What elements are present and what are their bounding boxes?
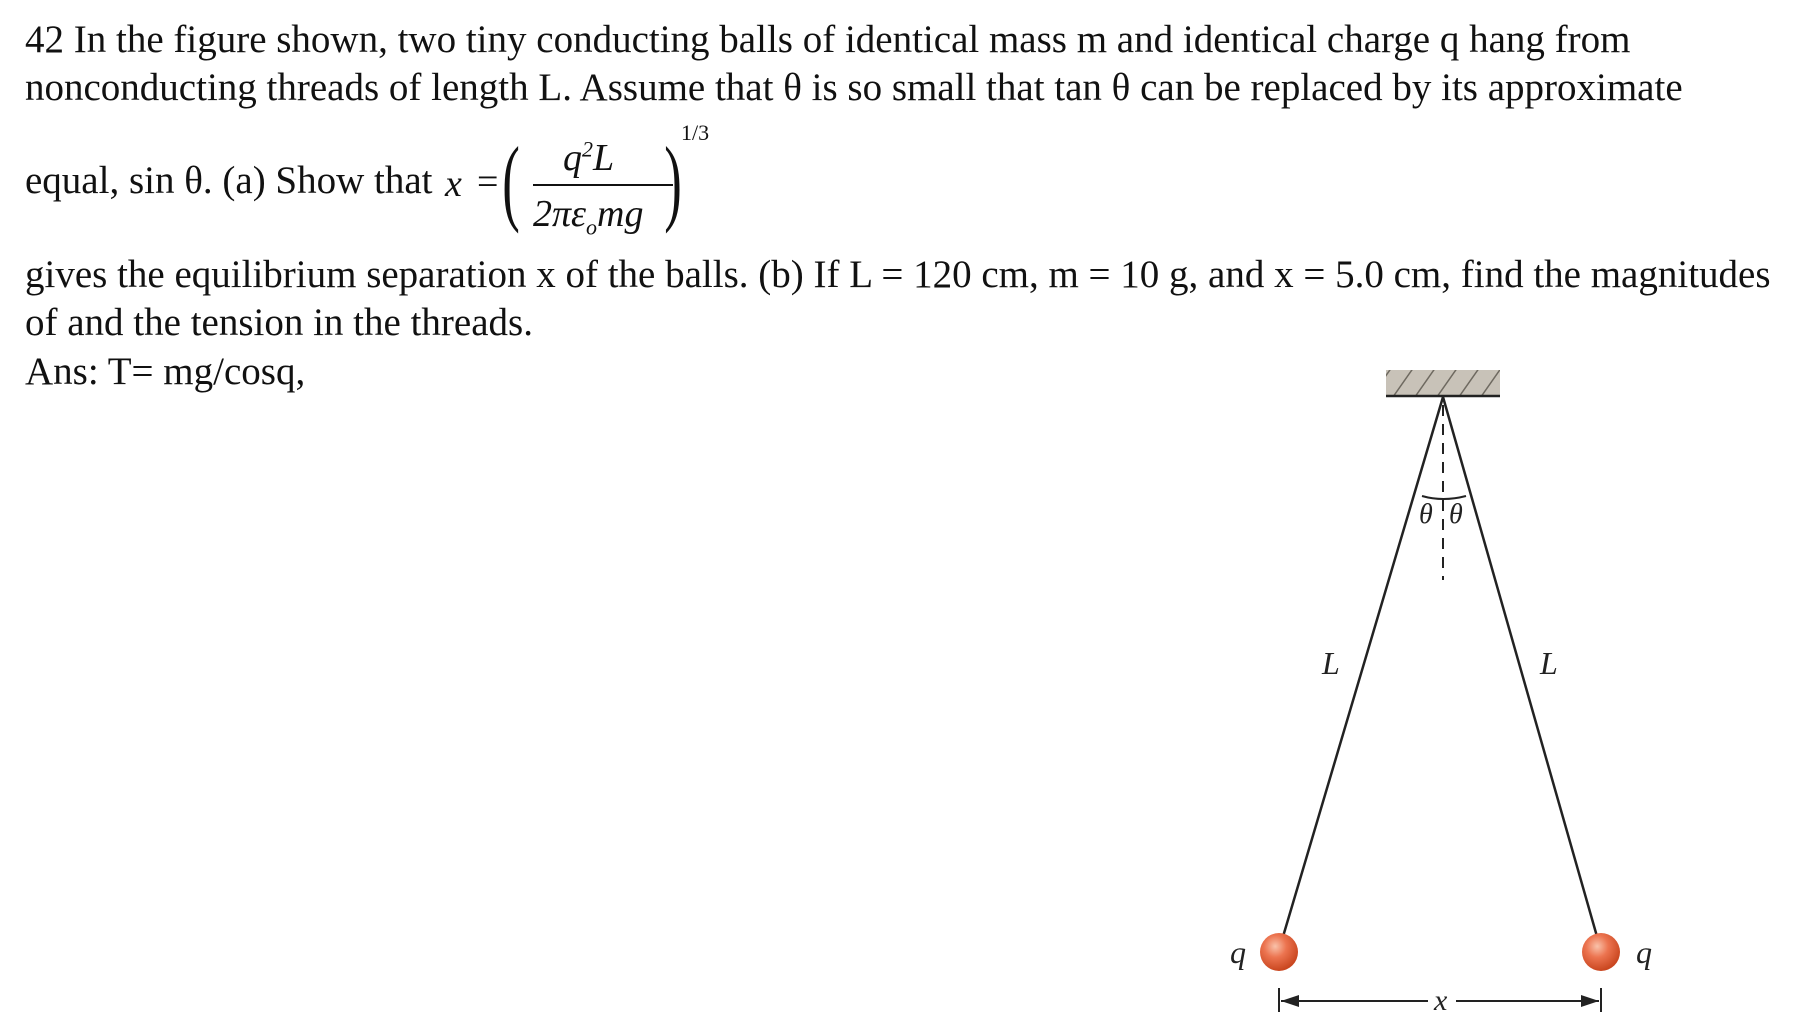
separation-label: x	[1434, 984, 1448, 1017]
problem-line-1: 42 In the figure shown, two tiny conducting balls of identical mass m and identical charge q hang from	[25, 18, 1631, 61]
problem-line-4: gives the equilibrium separation x of the balls. (b) If L = 120 cm, m = 10 g, and x = 5.0 cm, find the magnitudes	[25, 253, 1771, 296]
right-thread	[1443, 397, 1598, 940]
ceiling-support	[1386, 370, 1500, 396]
separation-arrow-right	[1581, 995, 1599, 1007]
formula-left-paren: (	[502, 127, 520, 234]
length-left-label: L	[1322, 645, 1340, 681]
separation-arrow-left	[1281, 995, 1299, 1007]
left-ball	[1260, 933, 1298, 971]
problem-line-3: equal, sin θ. (a) Show that	[25, 159, 433, 202]
theta-left-label: θ	[1419, 499, 1433, 530]
charge-left-label: q	[1230, 934, 1246, 970]
charge-right-label: q	[1636, 934, 1652, 970]
problem-line-5: of and the tension in the threads.	[25, 301, 533, 344]
formula-lhs: x	[445, 163, 462, 205]
left-thread	[1282, 397, 1443, 940]
formula-exponent: 1/3	[681, 120, 710, 145]
problem-line-2: nonconducting threads of length L. Assume that θ is so small that tan θ can be replaced by its approximate	[25, 66, 1683, 109]
formula-denominator: $2\pi\varepsilon_omg$	[533, 193, 644, 240]
formula-equals: =	[477, 161, 499, 203]
formula-numerator: $q^2L$	[563, 136, 615, 179]
answer-line: Ans: T= mg/cosq,	[25, 350, 306, 393]
length-right-label: L	[1540, 645, 1558, 681]
theta-right-label: θ	[1449, 499, 1463, 530]
right-ball	[1582, 933, 1620, 971]
formula-right-paren: )	[664, 127, 682, 234]
